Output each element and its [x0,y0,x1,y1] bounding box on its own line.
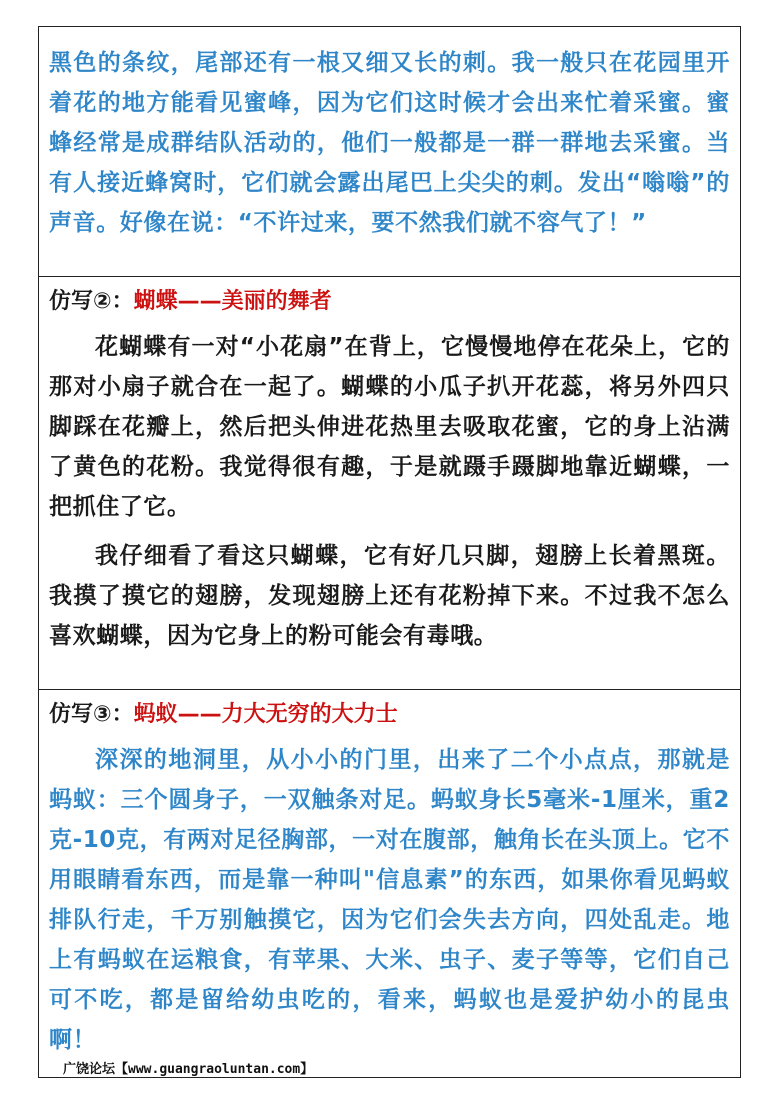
bee-section [39,27,740,277]
butterfly-heading [49,281,730,323]
footer-site-name: 广饶论坛 [63,1062,116,1077]
essay-table [38,26,741,1078]
ant-heading [49,694,730,736]
page-footer [63,1058,313,1077]
ant-paragraph: 深深的地洞里，从小小的门里，出来了二个小点点，那就是蚂蚁：三个圆身子，一双触条对足。蚂蚁身长5毫米-1厘米，重2克-10克，有两对足径胸部，一对在腹部，触角长在头顶上。它不用眼睛看东西，而是靠一种叫"信息素”的东西，如果你看见蚂蚁排队行走，千万别触摸它，因为它们会失去方向，四处乱走。地上有蚂蚁在运粮食，有苹果、大米、虫子、麦子等等，它们自己可不吃，都是留给幼虫吃的，看来，蚂蚁也是爱护幼小的昆虫啊！ [49,747,730,1053]
ant-title: 蚂蚁——力大无穷的大力士 [133,702,398,727]
butterfly-paragraph-1: 花蝴蝶有一对“小花扇”在背上，它慢慢地停在花朵上，它的那对小扇子就合在一起了。蝴蝶的小瓜子扒开花蕊，将另外四只脚踩在花瓣上，然后把头伸进花热里去吸取花蜜，它的身上沾满了黄色的花粉。我觉得很有趣，于是就蹑手蹑脚地靠近蝴蝶，一把抓住了它。 [49,334,730,520]
ant-label: 仿写③： [49,702,134,727]
butterfly-paragraph-2: 我仔细看了看这只蝴蝶，它有好几只脚，翅膀上长着黑斑。我摸了摸它的翅膀，发现翅膀上还有花粉掉下来。不过我不怎么喜欢蝴蝶，因为它身上的粉可能会有毒哦。 [49,543,730,649]
bee-paragraph: 黑色的条纹，尾部还有一根又细又长的刺。我一般只在花园里开着花的地方能看见蜜峰，因为它们这时候才会出来忙着采蜜。蜜蜂经常是成群结队活动的，他们一般都是一群一群地去采蜜。当有人接近蜂窝时，它们就会露出尾巴上尖尖的刺。发出“嗡嗡”的声音。好像在说：“不许过来，要不然我们就不容气了！” [49,50,730,236]
butterfly-label: 仿写②： [49,289,134,314]
ant-section [39,690,740,1077]
butterfly-section [39,277,740,690]
footer-url[interactable]: 【www.guangraoluntan.com】 [115,1062,314,1077]
butterfly-title: 蝴蝶——美丽的舞者 [133,289,332,314]
